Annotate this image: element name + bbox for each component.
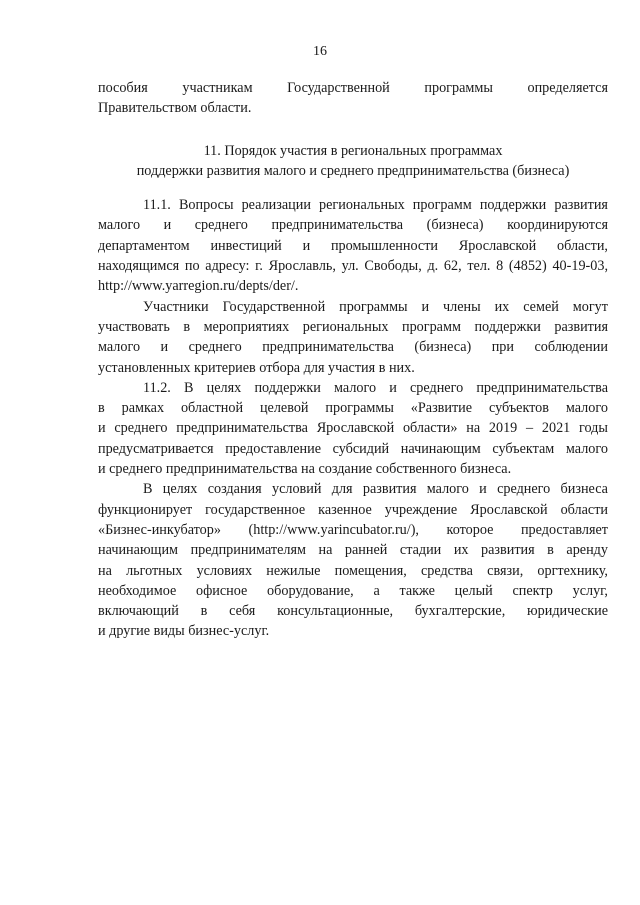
word: учреждение [384,501,458,518]
word: В [184,379,194,396]
word: адресу: [205,258,250,275]
word: находящимся [98,258,180,275]
paragraph-business-incubator [98,479,608,641]
word: среднего [114,420,168,437]
word: Правительством области. [98,100,252,117]
text-line [98,337,608,357]
word: области» [402,420,458,437]
word: по [184,258,200,275]
word: малого [426,481,469,498]
word: целях [162,481,198,498]
text-line [98,581,608,601]
word: поддержки [479,197,547,214]
word: ранней [344,542,388,559]
word: связи, [487,562,524,579]
text-line [98,317,608,337]
word: консультационные, [277,603,394,620]
word: включающий [98,603,179,620]
word: офисное [195,582,248,599]
word: региональных [319,197,405,214]
page-number: 16 [313,44,327,59]
word: пособия [98,80,148,96]
word: оргтехнику, [537,562,608,579]
word: нежилые [266,562,321,579]
word: развития [481,542,535,559]
word: для [331,481,353,498]
text-line [98,601,608,621]
word: В [143,481,153,498]
word: 8 [496,258,504,275]
word: Ярославской [458,237,537,254]
word: среднего [497,481,551,498]
word: Государственной [287,80,390,96]
word: и [160,339,169,356]
word: Участники [143,298,209,315]
word: в [183,318,191,335]
text-line [98,236,608,256]
word: необходимое [98,582,177,599]
word: малого [334,379,377,396]
word: Ярославской [470,501,548,518]
word: программы [325,400,394,417]
word: Ярославской [316,420,395,437]
word: на [318,542,333,559]
word: предпринимательства [262,339,394,356]
word: при [491,339,514,356]
word: условиях [196,562,253,579]
word: и [421,298,430,315]
word: поддержки [254,379,321,396]
heading-line: 11. Порядок участия в региональных программах [203,142,503,159]
word: и [98,420,106,437]
word: аренду [566,542,608,559]
word: условий [271,481,322,498]
word: на [98,562,112,579]
word: участникам [182,80,253,96]
word: области, [557,237,608,254]
word: инвестиций [210,237,282,254]
word: и [479,481,487,498]
word: промышленности [330,237,438,254]
word: стадии [399,542,442,559]
word: программы [424,80,493,96]
word: малого [98,217,141,234]
word: в [98,400,105,417]
word: (бизнеса) [426,217,484,234]
text-line [98,215,608,235]
word: их [494,298,510,315]
word: юридические [527,603,608,620]
word: программ [412,197,472,214]
text-line [98,358,608,378]
word: (бизнеса) [414,339,472,356]
text-line [98,418,608,438]
word: среднего [194,217,248,234]
text-line [98,256,608,276]
word: бухгалтерские, [414,603,506,620]
word: в [200,603,208,620]
word: услуг, [572,582,608,599]
word: 2021 [541,420,571,437]
word: малого [565,400,608,417]
word: (4852) [508,258,547,275]
word: члены [443,298,481,315]
word: Ярославль, [268,258,336,275]
word: оборудование, [267,582,354,599]
word: предоставление [225,440,321,457]
word: тел. [467,258,491,275]
word: «Развитие [410,400,473,417]
text-line [98,276,608,296]
word: и среднего предпринимательства на создание собственного бизнеса. [98,461,512,478]
text-line [98,621,608,641]
word: государственное [205,501,306,518]
word: себя [229,603,256,620]
url-text: (http://www.yarincubator.ru/), [248,521,419,538]
word: начинающим [400,440,481,457]
word: предпринимательства [476,379,608,396]
word: начинающим [98,542,179,559]
word: соблюдении [534,339,608,356]
word: малого [98,339,141,356]
word: координируются [507,217,608,234]
word: бизнеса [560,481,608,498]
text-line [98,398,608,418]
paragraph-participants [98,297,608,378]
text-line [98,195,608,215]
word: помещения, [334,562,407,579]
word: г. [255,258,263,275]
word: 40-19-03, [552,258,608,275]
word: 62, [443,258,462,275]
word: программ [401,318,461,335]
word: субсидий [332,440,390,457]
paragraph-11-2 [98,378,608,479]
heading-line: поддержки развития малого и среднего предпринимательства (бизнеса) [136,162,570,179]
document-body [98,78,608,642]
word: годы [579,420,608,437]
word: субъектов [488,400,549,417]
word: на [466,420,481,437]
intro-paragraph [98,78,608,119]
word: региональных [302,318,389,335]
word: рамках [121,400,165,417]
word: их [453,542,469,559]
word: и [163,217,172,234]
word: и [389,379,397,396]
word: целях [206,379,242,396]
text-line [98,479,608,499]
word: казенное [318,501,372,518]
word: Свободы, [364,258,422,275]
word: которое [446,521,494,538]
word: участвовать [98,318,170,335]
word: среднего [410,379,464,396]
word: и другие виды бизнес-услуг. [98,623,270,640]
word: в [547,542,554,559]
word: развития [554,318,608,335]
word: – [526,420,534,437]
text-line [98,520,608,540]
text-line [98,378,608,398]
word: функционирует [98,501,193,518]
word: льготных [126,562,183,579]
word: Вопросы [178,197,234,214]
word: средства [420,562,473,579]
text-line [98,561,608,581]
paragraph-11-1 [98,195,608,296]
word: Государственной [222,298,326,315]
word: предпринимательства [271,217,404,234]
word: развития [554,197,608,214]
word: а [373,582,380,599]
word: предпринимательства [176,420,308,437]
word: развития [362,481,417,498]
word: могут [572,298,608,315]
text-line [98,500,608,520]
url-text: http://www.yarregion.ru/depts/der/. [98,278,299,295]
word: «Бизнес-инкубатор» [98,521,221,538]
word: субъектам [492,440,555,457]
word: 2019 [488,420,518,437]
word: спектр [512,582,553,599]
word: и [302,237,311,254]
word: предусматривается [98,440,214,457]
word: предпринимателям [190,542,306,559]
text-line [98,297,608,317]
word: департаментом [98,237,190,254]
text-line [98,78,608,98]
word: семей [523,298,559,315]
word: также [399,582,435,599]
text-line [98,459,608,479]
word: среднего [188,339,242,356]
word: поддержки [474,318,541,335]
word: установленных критериев отбора для участия в них. [98,359,415,376]
word: целый [454,582,493,599]
text-line [98,439,608,459]
word: области [560,501,608,518]
section-heading [98,141,608,182]
text-line [98,98,608,118]
word: 11.2. [143,379,171,396]
word: малого [565,440,608,457]
word: целевой [259,400,309,417]
word: мероприятиях [203,318,290,335]
word: 11.1. [143,197,171,214]
word: предоставляет [520,521,608,538]
text-line [98,540,608,560]
word: создания [207,481,262,498]
word: реализации [241,197,311,214]
word: д. [427,258,439,275]
word: областной [180,400,244,417]
word: ул. [341,258,359,275]
word: определяется [527,80,608,96]
word: программы [339,298,408,315]
